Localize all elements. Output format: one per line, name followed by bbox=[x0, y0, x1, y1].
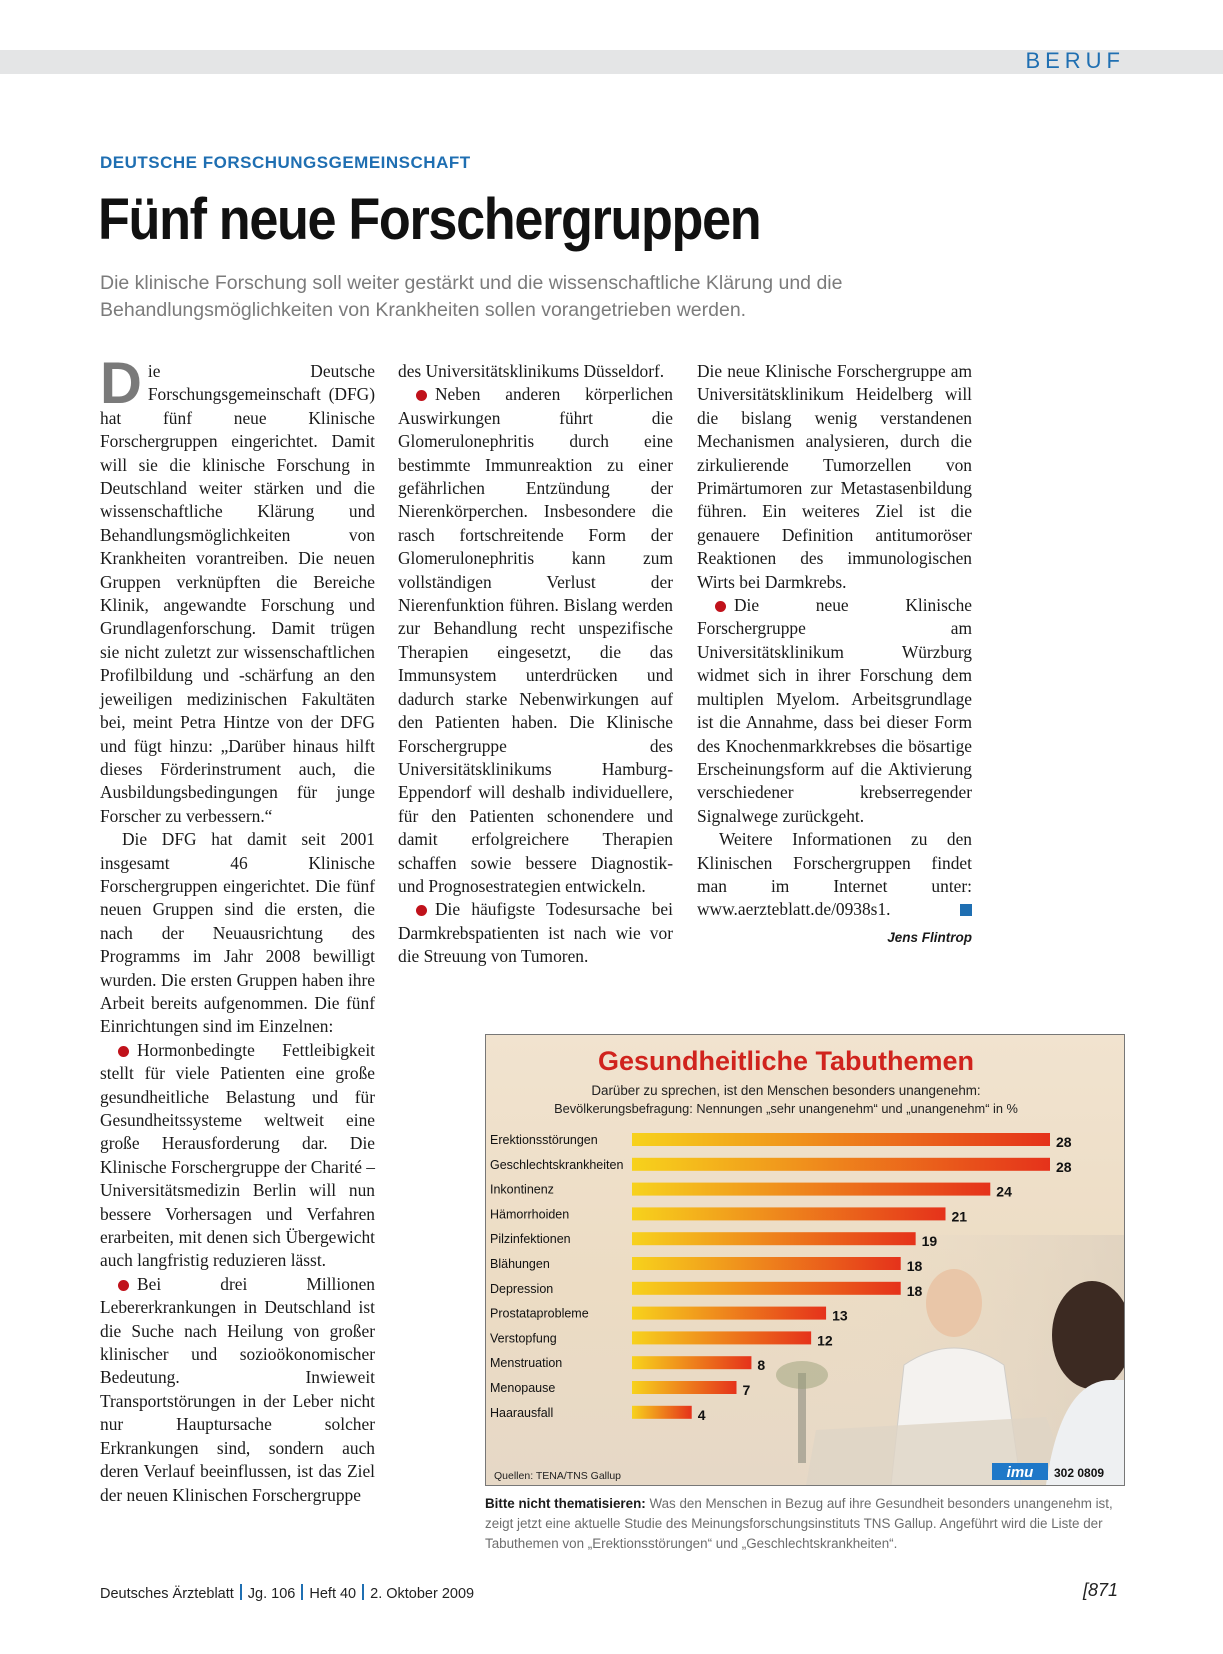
chart-source: Quellen: TENA/TNS Gallup bbox=[494, 1470, 622, 1482]
footer-separator bbox=[301, 1584, 303, 1600]
bullet-text-4: Die häufigste Todesursache bei Darmkrebspatienten ist nach wie vor die Streuung von Tumoren. bbox=[398, 899, 673, 967]
tabu-chart bbox=[485, 1034, 1125, 1486]
chart-subtitle-1: Darüber zu sprechen, ist den Menschen besonders unangenehm: bbox=[591, 1083, 981, 1098]
chart-bar bbox=[632, 1257, 901, 1270]
bullet-icon bbox=[118, 1280, 129, 1291]
chart-category-label: Blähungen bbox=[490, 1257, 550, 1271]
chart-category-label: Verstopfung bbox=[490, 1331, 557, 1346]
imu-logo-text: imu bbox=[1006, 1464, 1034, 1481]
article-title: Fünf neue Forschergruppen bbox=[98, 187, 761, 252]
paragraph-intro bbox=[100, 351, 375, 828]
bullet-item-4 bbox=[398, 898, 673, 968]
bullet-text-5: Die neue Klinische Forschergruppe am Universitätsklinikum Würzburg widmet sich in ihrer Forschung dem multiplen Myelom. Arbeitsgrundlage ist die Annahme, dass bei dieser Form des Knochenmarkkrebses die bösartige Erscheinungsform auf die Aktivierung verschiedener krebserregender Signalwege zurückgeht. bbox=[697, 595, 972, 826]
chart-category-label: Erektionsstörungen bbox=[490, 1133, 598, 1147]
footer-separator bbox=[362, 1584, 364, 1600]
chart-bar bbox=[632, 1356, 751, 1369]
chart-value-label: 4 bbox=[697, 1406, 706, 1423]
footer-separator bbox=[240, 1584, 242, 1600]
chart-value-label: 24 bbox=[996, 1183, 1012, 1200]
chart-value-label: 28 bbox=[1056, 1158, 1072, 1175]
page-footer bbox=[100, 1584, 474, 1602]
chart-value-label: 7 bbox=[742, 1382, 751, 1398]
chart-header bbox=[554, 1046, 1018, 1116]
bullet-item-3 bbox=[398, 383, 673, 898]
bullet-text-1: Hormonbedingte Fettleibigkeit stellt für viele Patienten eine große gesundheitliche Belastung und für Gesundheitssysteme weltweit eine große Herausforderung dar. Die Klinische Forschergruppe der Charité – Universitätsmedizin Berlin will nun bessere Vorhersagen und Verfahren erarbeiten, mit denen sich Übergewicht auch langfristig reduzieren lässt. bbox=[100, 1039, 375, 1271]
chart-code: 302 0809 bbox=[1054, 1466, 1105, 1480]
bullet-icon bbox=[416, 905, 427, 916]
section-label: BERUF bbox=[1025, 48, 1125, 73]
caption-bold: Bitte nicht thematisieren: bbox=[485, 1496, 646, 1511]
chart-subtitle-2: Bevölkerungsbefragung: Nennungen „sehr unangenehm“ und „unangenehm“ in % bbox=[554, 1101, 1018, 1116]
paragraph-2: Die DFG hat damit seit 2001 insgesamt 46 Klinische Forschergruppen eingerichtet. Die fünf neuen Gruppen sind die ersten, die nach der Neuausrichtung des Programms im Jahr 2008 bewilligt wurden. Die ersten Gruppen haben ihre Arbeit bereits aufgenommen. Die fünf Einrichtungen sind im Einzelnen: bbox=[100, 829, 375, 1037]
chart-value-label: 18 bbox=[906, 1258, 923, 1274]
footer-date: 2. Oktober 2009 bbox=[370, 1586, 475, 1602]
chart-value-label: 12 bbox=[817, 1332, 833, 1349]
author-byline: Jens Flintrop bbox=[887, 929, 972, 945]
text-column-3 bbox=[697, 360, 972, 949]
page-number: [871 bbox=[1082, 1580, 1118, 1600]
bullet-item-2-cont: des Universitätsklinikums Düsseldorf. bbox=[398, 361, 665, 381]
article-lead: Die klinische Forschung soll weiter gestärkt und die wissenschaftliche Klärung und die Behandlungsmöglichkeiten von Krankheiten sollen vorangetrieben werden. bbox=[100, 272, 843, 321]
bullet-icon bbox=[715, 601, 726, 612]
end-mark-icon bbox=[960, 904, 972, 916]
chart-category-label: Menstruation bbox=[490, 1356, 563, 1371]
chart-value-label: 18 bbox=[906, 1282, 923, 1299]
bullet-icon bbox=[118, 1046, 129, 1057]
paragraph-info-text: Weitere Informationen zu den Klinischen Forschergruppen findet man im Internet unter: www.aerzteblatt.de/0938s1. bbox=[697, 829, 972, 920]
footer-issue: Heft 40 bbox=[309, 1586, 357, 1602]
chart-bar bbox=[632, 1232, 916, 1245]
bullet-item-2 bbox=[100, 1273, 375, 1507]
chart-bar bbox=[632, 1381, 737, 1394]
chart-category-label: Pilzinfektionen bbox=[490, 1232, 571, 1247]
chart-bar bbox=[632, 1133, 1050, 1146]
chart-category-label: Depression bbox=[490, 1281, 554, 1296]
chart-value-label: 19 bbox=[921, 1233, 938, 1250]
bullet-text-3: Neben anderen körperlichen Auswirkungen führt die Glomerulonephritis durch eine bestimmte Immunreaktion zu einer gefährlichen Entzündung der Nierenkörperchen. Insbesondere die rasch fortschreitende Form der Glomerulonephritis kann zum vollständigen Verlust der Nierenfunktion führen. Bislang werden zur Behandlung recht unspezifische Therapien eingesetzt, die das Immunsystem unterdrücken und dadurch starke Nebenwirkungen auf den Patienten haben. Die Klinische Forschergruppe des Universitätsklinikums Hamburg-Eppendorf will deshalb individuellere, für den Patienten schonendere und damit erfolgreichere Therapien schaffen sowie bessere Diagnostik- und Prognosestrategien entwickeln. bbox=[398, 384, 673, 896]
chart-category-label: Geschlechtskrankheiten bbox=[490, 1157, 624, 1172]
bullet-item-4-cont: Die neue Klinische Forschergruppe am Universitätsklinikum Heidelberg will die bislang wenig verstandenen Mechanismen analysieren, durch die zirkulierende Tumorzellen von Primärtumoren zur Metastasenbildung führen. Ein weiteres Ziel ist die genauere Definition antitumoröser Reaktionen des immunologischen Wirts bei Darmkrebs. bbox=[697, 361, 972, 592]
chart-bar bbox=[632, 1158, 1050, 1171]
chart-bar bbox=[632, 1282, 901, 1295]
chart-value-label: 8 bbox=[757, 1357, 766, 1374]
footer-volume: Jg. 106 bbox=[247, 1586, 296, 1602]
chart-value-label: 21 bbox=[951, 1208, 968, 1225]
drop-cap: D bbox=[100, 351, 142, 416]
bullet-text-2: Bei drei Millionen Lebererkrankungen in Deutschland ist die Suche nach Heilung von großer klinischer und sozioökonomischer Bedeutung. Inwieweit Transportstörungen in der Leber nicht nur Hauptursache solcher Erkrankungen sind, sondern auch deren Verlauf beeinflussen, ist das Ziel der neuen Klinischen Forschergruppe bbox=[100, 1273, 375, 1505]
chart-bar bbox=[632, 1331, 811, 1344]
chart-bar bbox=[632, 1406, 692, 1419]
chart-category-label: Hämorrhoiden bbox=[490, 1207, 570, 1222]
bullet-icon bbox=[416, 390, 427, 401]
chart-category-label: Inkontinenz bbox=[490, 1182, 554, 1197]
paragraph-intro-text: ie Deutsche Forschungsgemeinschaft (DFG) hat fünf neue Klinische Forschergruppen eingerichtet. Damit will sie die klinische Forschung in Deutschland weiter stärken und die wissenschaftliche Klärung und Behandlungsmöglichkeiten von Krankheiten vorantreiben. Die neuen Gruppen verknüpften die Bereiche Klinik, angewandte Forschung und Grundlagenforschung. Damit trügen sie nicht zuletzt zur wissenschaftlichen Profilbildung und -schärfung an den jeweiligen medizinischen Fakultäten bei, meint Petra Hintze von der DFG und fügt hinzu: „Darüber hinaus hilft dieses Förderinstrument auch, die Ausbildungsbedingungen für junge Forscher zu verbessern.“ bbox=[100, 361, 375, 826]
text-column-1 bbox=[100, 351, 375, 1507]
figure-caption bbox=[485, 1494, 1125, 1554]
chart-bar bbox=[632, 1307, 826, 1320]
bullet-item-1 bbox=[100, 1039, 375, 1273]
chart-category-label: Menopause bbox=[490, 1381, 556, 1395]
chart-category-label: Haarausfall bbox=[490, 1405, 554, 1420]
background-photo bbox=[776, 1235, 1124, 1485]
footer-journal: Deutsches Ärzteblatt bbox=[100, 1586, 234, 1602]
chart-canvas bbox=[486, 1035, 1124, 1485]
bullet-item-5 bbox=[697, 594, 972, 828]
article-kicker: DEUTSCHE FORSCHUNGSGEMEINSCHAFT bbox=[100, 153, 471, 172]
chart-value-label: 28 bbox=[1056, 1134, 1072, 1150]
chart-bar bbox=[632, 1183, 990, 1196]
chart-value-label: 13 bbox=[832, 1307, 848, 1324]
chart-title: Gesundheitliche Tabuthemen bbox=[597, 1046, 975, 1076]
chart-bar bbox=[632, 1207, 946, 1220]
chart-category-label: Prostataprobleme bbox=[490, 1306, 589, 1321]
caption-text: Was den Menschen in Bezug auf ihre Gesundheit besonders unangenehm ist, zeigt jetzt eine aktuelle Studie des Meinungsforschungsinstituts TNS Gallup. Angeführt wird die Liste der Tabuthemen von „Erektionsstörungen“ und „Geschlechtskrankheiten“. bbox=[485, 1496, 1113, 1551]
paragraph-info bbox=[697, 828, 972, 922]
text-column-2 bbox=[398, 360, 673, 969]
